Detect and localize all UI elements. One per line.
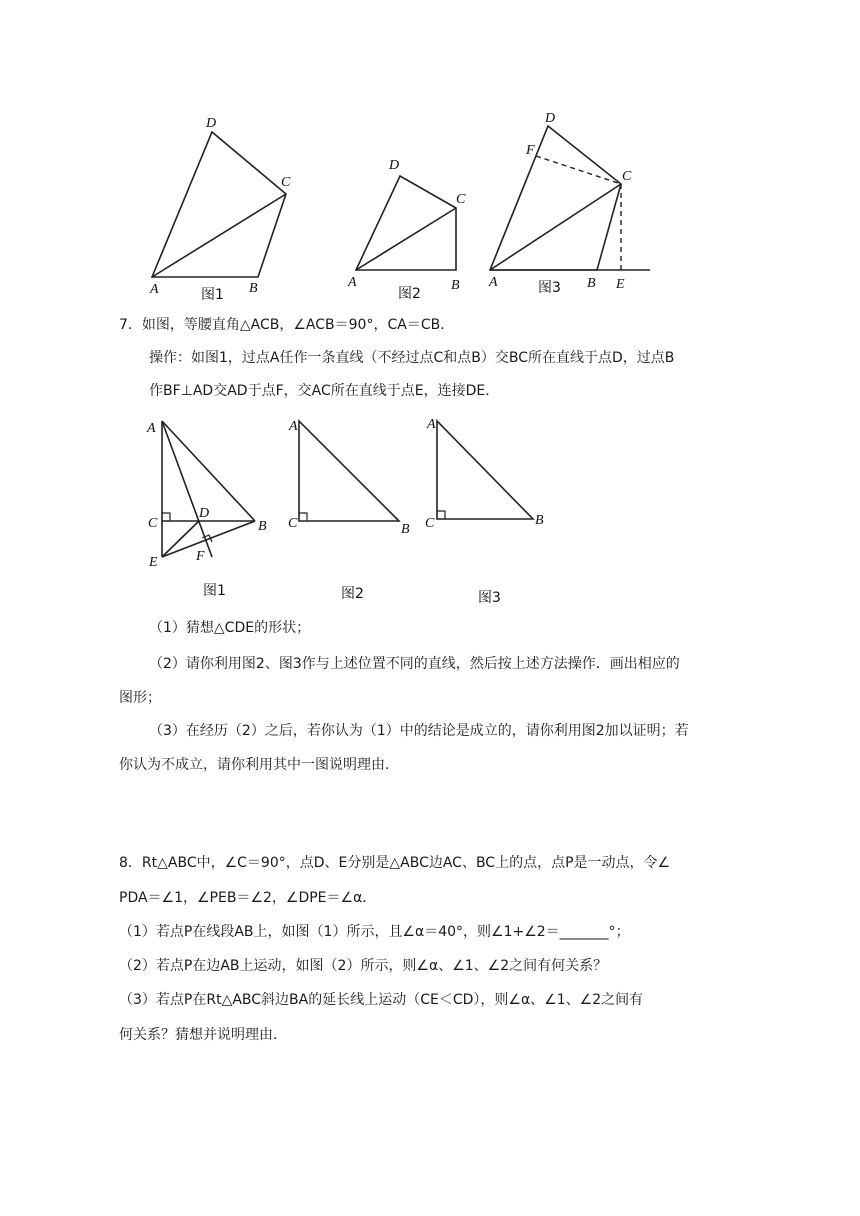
label-B: B xyxy=(258,519,267,534)
caption-fig1: 图1 xyxy=(201,287,224,303)
label-A: A xyxy=(489,275,498,290)
label-F: F xyxy=(196,549,205,564)
label-A: A xyxy=(289,419,298,434)
q8-stem-line2: PDA＝∠1，∠PEB＝∠2，∠DPE＝∠α． xyxy=(119,890,377,906)
label-B: B xyxy=(535,513,544,528)
label-B: B xyxy=(587,276,596,291)
q8-sub3-line2: 何关系？猜想并说明理由． xyxy=(119,1027,287,1043)
caption-fig3: 图3 xyxy=(478,590,501,606)
q7-sub2-line1: （2）请你利用图2、图3作与上述位置不同的直线，然后按上述方法操作．画出相应的 xyxy=(149,656,680,672)
caption-fig3: 图3 xyxy=(538,280,561,296)
caption-fig2: 图2 xyxy=(341,586,364,602)
label-A: A xyxy=(150,282,159,297)
label-C: C xyxy=(622,169,632,184)
q7-sub2-line2: 图形； xyxy=(119,690,161,706)
q8-sub2: （2）若点P在边AB上运动，如图（2）所示，则∠α、∠1、∠2之间有何关系？ xyxy=(119,958,608,974)
label-B: B xyxy=(401,522,410,537)
label-C: C xyxy=(425,516,435,531)
label-E: E xyxy=(616,277,625,292)
label-D: D xyxy=(206,116,217,131)
label-A: A xyxy=(427,417,436,432)
caption-fig1: 图1 xyxy=(203,583,226,599)
label-F: F xyxy=(526,143,535,158)
q7-stem: 7．如图，等腰直角△ACB，∠ACB＝90°，CA＝CB． xyxy=(119,317,455,333)
label-D: D xyxy=(545,111,556,126)
q7-operation-line1: 操作：如图1，过点A任作一条直线（不经过点C和点B）交BC所在直线于点D，过点B xyxy=(149,350,675,366)
label-A: A xyxy=(147,421,156,436)
q8-sub3-line1: （3）若点P在Rt△ABC斜边BA的延长线上运动（CE＜CD），则∠α、∠1、∠2之间有 xyxy=(119,992,644,1008)
label-B: B xyxy=(249,281,258,296)
label-C: C xyxy=(456,192,466,207)
label-D: D xyxy=(389,158,400,173)
q8-sub1: （1）若点P在线段AB上，如图（1）所示，且∠α＝40°，则∠1+∠2＝_______°； xyxy=(119,924,630,940)
label-C: C xyxy=(148,516,158,531)
label-C: C xyxy=(281,175,291,190)
label-D: D xyxy=(199,506,210,521)
label-E: E xyxy=(149,555,158,570)
label-B: B xyxy=(451,278,460,293)
q7-sub1: （1）猜想△CDE的形状； xyxy=(149,620,311,636)
label-A: A xyxy=(348,275,357,290)
q8-stem-line1: 8．Rt△ABC中，∠C＝90°，点D、E分别是△ABC边AC、BC上的点，点P是一动点，令∠ xyxy=(119,855,671,871)
q7-sub3-line1: （3）在经历（2）之后，若你认为（1）中的结论是成立的，请你利用图2加以证明；若 xyxy=(149,723,689,739)
label-C: C xyxy=(288,516,298,531)
caption-fig2: 图2 xyxy=(398,286,421,302)
q7-sub3-line2: 你认为不成立，请你利用其中一图说明理由． xyxy=(119,757,399,773)
q7-operation-line2: 作BF⊥AD交AD于点F，交AC所在直线于点E，连接DE． xyxy=(149,383,500,399)
